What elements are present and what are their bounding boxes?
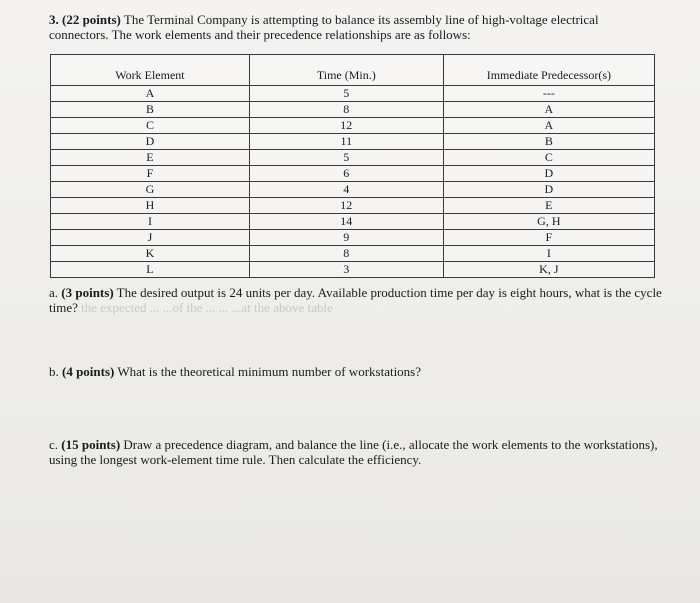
- time-cell: 8: [249, 102, 443, 118]
- predecessor-cell: F: [443, 230, 654, 246]
- time-cell: 14: [249, 214, 443, 230]
- work-element-cell: C: [51, 118, 250, 134]
- predecessor-cell: B: [443, 134, 654, 150]
- work-element-cell: D: [51, 134, 250, 150]
- table-row: [51, 86, 655, 102]
- work-element-cell: E: [51, 150, 250, 166]
- time-cell: 6: [249, 166, 443, 182]
- work-element-cell: F: [51, 166, 250, 182]
- work-element-cell: J: [51, 230, 250, 246]
- problem-text: The Terminal Company is attempting to balance its assembly line of high-voltage electrical connectors. The work elements and their precedence relationships are as follows:: [49, 12, 599, 42]
- problem-statement: [49, 12, 649, 42]
- predecessor-cell: K, J: [443, 262, 654, 278]
- table-row: [51, 198, 655, 214]
- table-row: [51, 262, 655, 278]
- predecessor-cell: A: [443, 118, 654, 134]
- table-header-row: [51, 55, 655, 86]
- predecessor-cell: A: [443, 102, 654, 118]
- question-b-text: What is the theoretical minimum number of workstations?: [117, 364, 422, 379]
- predecessor-cell: D: [443, 166, 654, 182]
- table-row: [51, 246, 655, 262]
- table-row: [51, 182, 655, 198]
- header-time: Time (Min.): [249, 55, 443, 86]
- time-cell: 11: [249, 134, 443, 150]
- table-row: [51, 118, 655, 134]
- work-element-cell: L: [51, 262, 250, 278]
- problem-points: (22 points): [62, 12, 121, 27]
- question-c: [49, 437, 669, 467]
- work-element-cell: K: [51, 246, 250, 262]
- predecessor-cell: G, H: [443, 214, 654, 230]
- table-row: [51, 166, 655, 182]
- time-cell: 5: [249, 86, 443, 102]
- question-a: [49, 285, 669, 315]
- question-b-points: (4 points): [62, 364, 115, 379]
- question-c-text: Draw a precedence diagram, and balance the line (i.e., allocate the work elements to the workstations), using the longest work-element time rule. Then calculate the efficiency.: [49, 437, 658, 467]
- question-c-label: c.: [49, 437, 59, 452]
- predecessor-cell: I: [443, 246, 654, 262]
- table-row: [51, 214, 655, 230]
- time-cell: 9: [249, 230, 443, 246]
- time-cell: 4: [249, 182, 443, 198]
- work-element-cell: H: [51, 198, 250, 214]
- problem-number: 3.: [49, 12, 59, 27]
- time-cell: 5: [249, 150, 443, 166]
- header-predecessors: Immediate Predecessor(s): [443, 55, 654, 86]
- question-a-faint-text: the expected ... ...of the ... ... ...at the above table: [81, 300, 333, 315]
- question-b: [49, 364, 669, 379]
- table-row: [51, 102, 655, 118]
- predecessor-cell: ---: [443, 86, 654, 102]
- table-row: [51, 230, 655, 246]
- work-element-cell: A: [51, 86, 250, 102]
- time-cell: 12: [249, 118, 443, 134]
- work-element-cell: G: [51, 182, 250, 198]
- work-elements-table: [50, 54, 655, 278]
- question-a-label: a.: [49, 285, 59, 300]
- work-element-cell: I: [51, 214, 250, 230]
- work-element-cell: B: [51, 102, 250, 118]
- question-a-points: (3 points): [61, 285, 114, 300]
- predecessor-cell: C: [443, 150, 654, 166]
- question-c-points: (15 points): [61, 437, 121, 452]
- time-cell: 8: [249, 246, 443, 262]
- question-b-label: b.: [49, 364, 59, 379]
- time-cell: 3: [249, 262, 443, 278]
- predecessor-cell: D: [443, 182, 654, 198]
- header-work-element: Work Element: [51, 55, 250, 86]
- table-row: [51, 134, 655, 150]
- table-row: [51, 150, 655, 166]
- time-cell: 12: [249, 198, 443, 214]
- question-a-text: The desired output is 24 units per day. Available production time per day is eight hours, what is the cycle time?: [49, 285, 662, 315]
- predecessor-cell: E: [443, 198, 654, 214]
